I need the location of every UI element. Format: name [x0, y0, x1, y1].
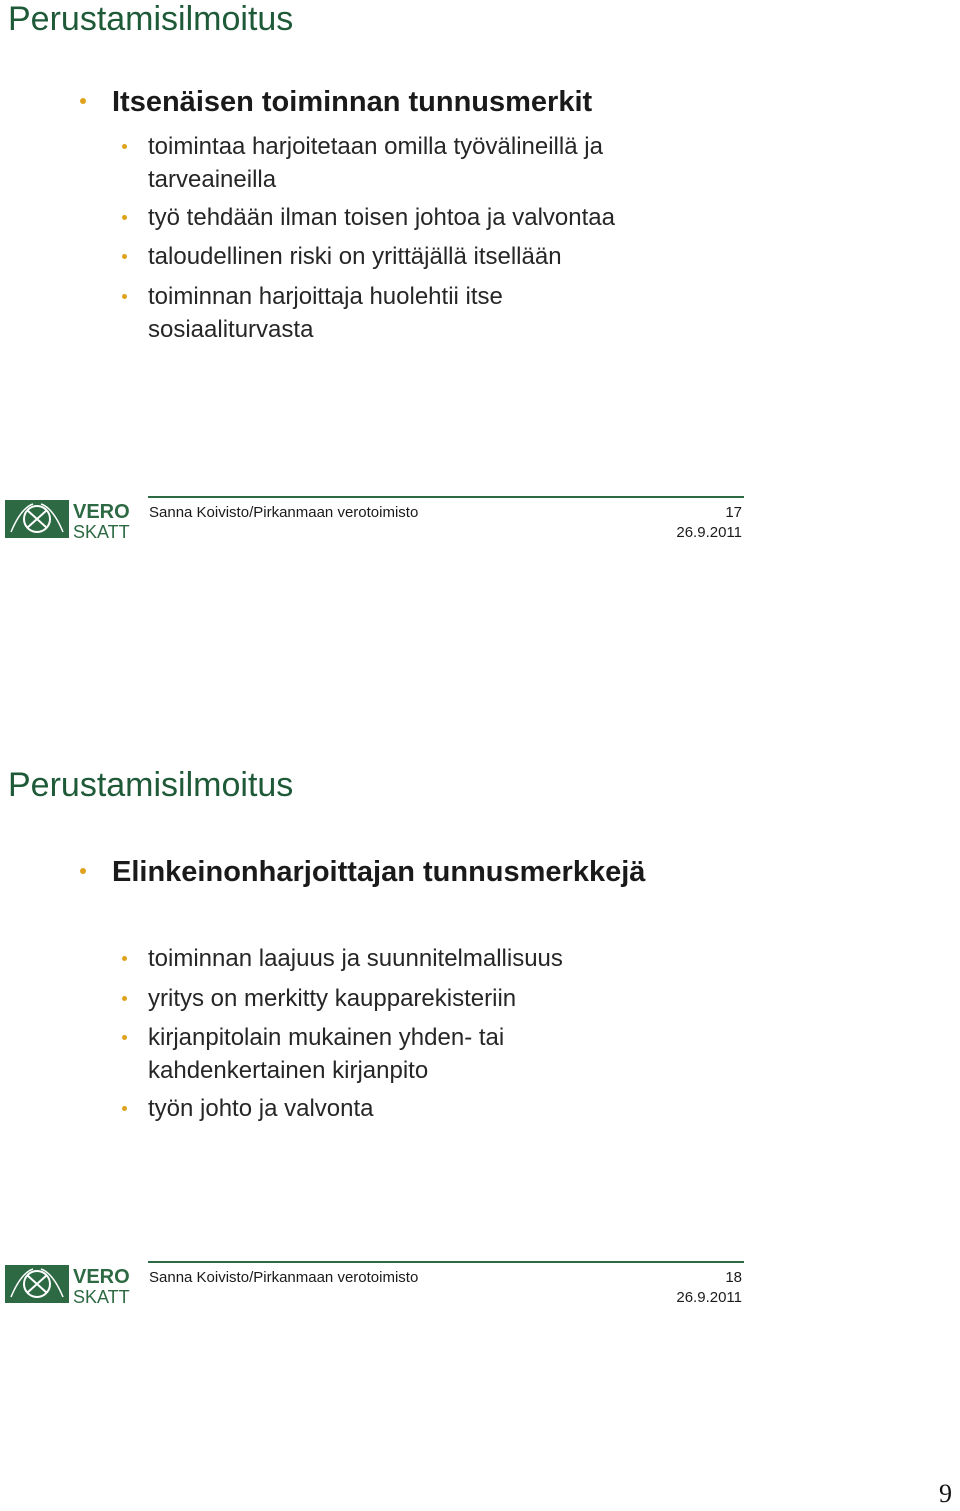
list-item: toimintaa harjoitetaan omilla työvälineillä ja tarveaineilla — [122, 130, 722, 196]
slide-18 — [0, 764, 960, 1324]
footer-date: 26.9.2011 — [676, 524, 742, 541]
footer-author: Sanna Koivisto/Pirkanmaan verotoimisto — [149, 1269, 419, 1286]
list-item: toiminnan laajuus ja suunnitelmallisuus — [122, 942, 722, 975]
heading-text: Itsenäisen toiminnan tunnusmerkit — [112, 86, 593, 118]
bullet-icon — [122, 294, 127, 299]
slide-title: Perustamisilmoitus — [8, 766, 294, 804]
slide-heading — [80, 856, 645, 889]
slide-number: 17 — [725, 504, 742, 521]
list-item: yritys on merkitty kaupparekisteriin — [122, 982, 722, 1015]
footer-author: Sanna Koivisto/Pirkanmaan verotoimisto — [149, 504, 419, 521]
slide-17 — [0, 0, 960, 560]
slide-footer — [0, 1261, 760, 1311]
slide-footer — [0, 496, 760, 546]
svg-text:SKATT: SKATT — [73, 522, 130, 540]
bullet-icon — [122, 254, 127, 259]
list-item: toiminnan harjoittaja huolehtii itse sosiaaliturvasta — [122, 280, 722, 346]
bullet-icon — [80, 868, 86, 874]
page-number: 9 — [939, 1479, 952, 1508]
bullet-icon — [122, 1106, 127, 1111]
vero-skatt-logo — [5, 498, 137, 540]
bullet-icon — [122, 1035, 127, 1040]
bullet-icon — [122, 215, 127, 220]
list-item: kirjanpitolain mukainen yhden- tai kahdenkertainen kirjanpito — [122, 1021, 722, 1087]
bullet-icon — [122, 996, 127, 1001]
bullet-icon — [80, 98, 86, 104]
svg-text:VERO: VERO — [73, 1266, 130, 1288]
svg-text:VERO: VERO — [73, 501, 130, 523]
vero-skatt-logo — [5, 1263, 137, 1305]
svg-text:SKATT: SKATT — [73, 1287, 130, 1305]
slide-heading — [80, 86, 592, 119]
slide-title: Perustamisilmoitus — [8, 0, 294, 38]
footer-divider — [148, 496, 744, 498]
list-item: työ tehdään ilman toisen johtoa ja valvontaa — [122, 201, 722, 234]
list-item: taloudellinen riski on yrittäjällä itsellään — [122, 240, 722, 273]
slide-number: 18 — [725, 1269, 742, 1286]
heading-text: Elinkeinonharjoittajan tunnusmerkkejä — [112, 856, 646, 888]
list-item: työn johto ja valvonta — [122, 1092, 722, 1125]
footer-date: 26.9.2011 — [676, 1289, 742, 1306]
footer-divider — [148, 1261, 744, 1263]
bullet-icon — [122, 956, 127, 961]
bullet-icon — [122, 144, 127, 149]
